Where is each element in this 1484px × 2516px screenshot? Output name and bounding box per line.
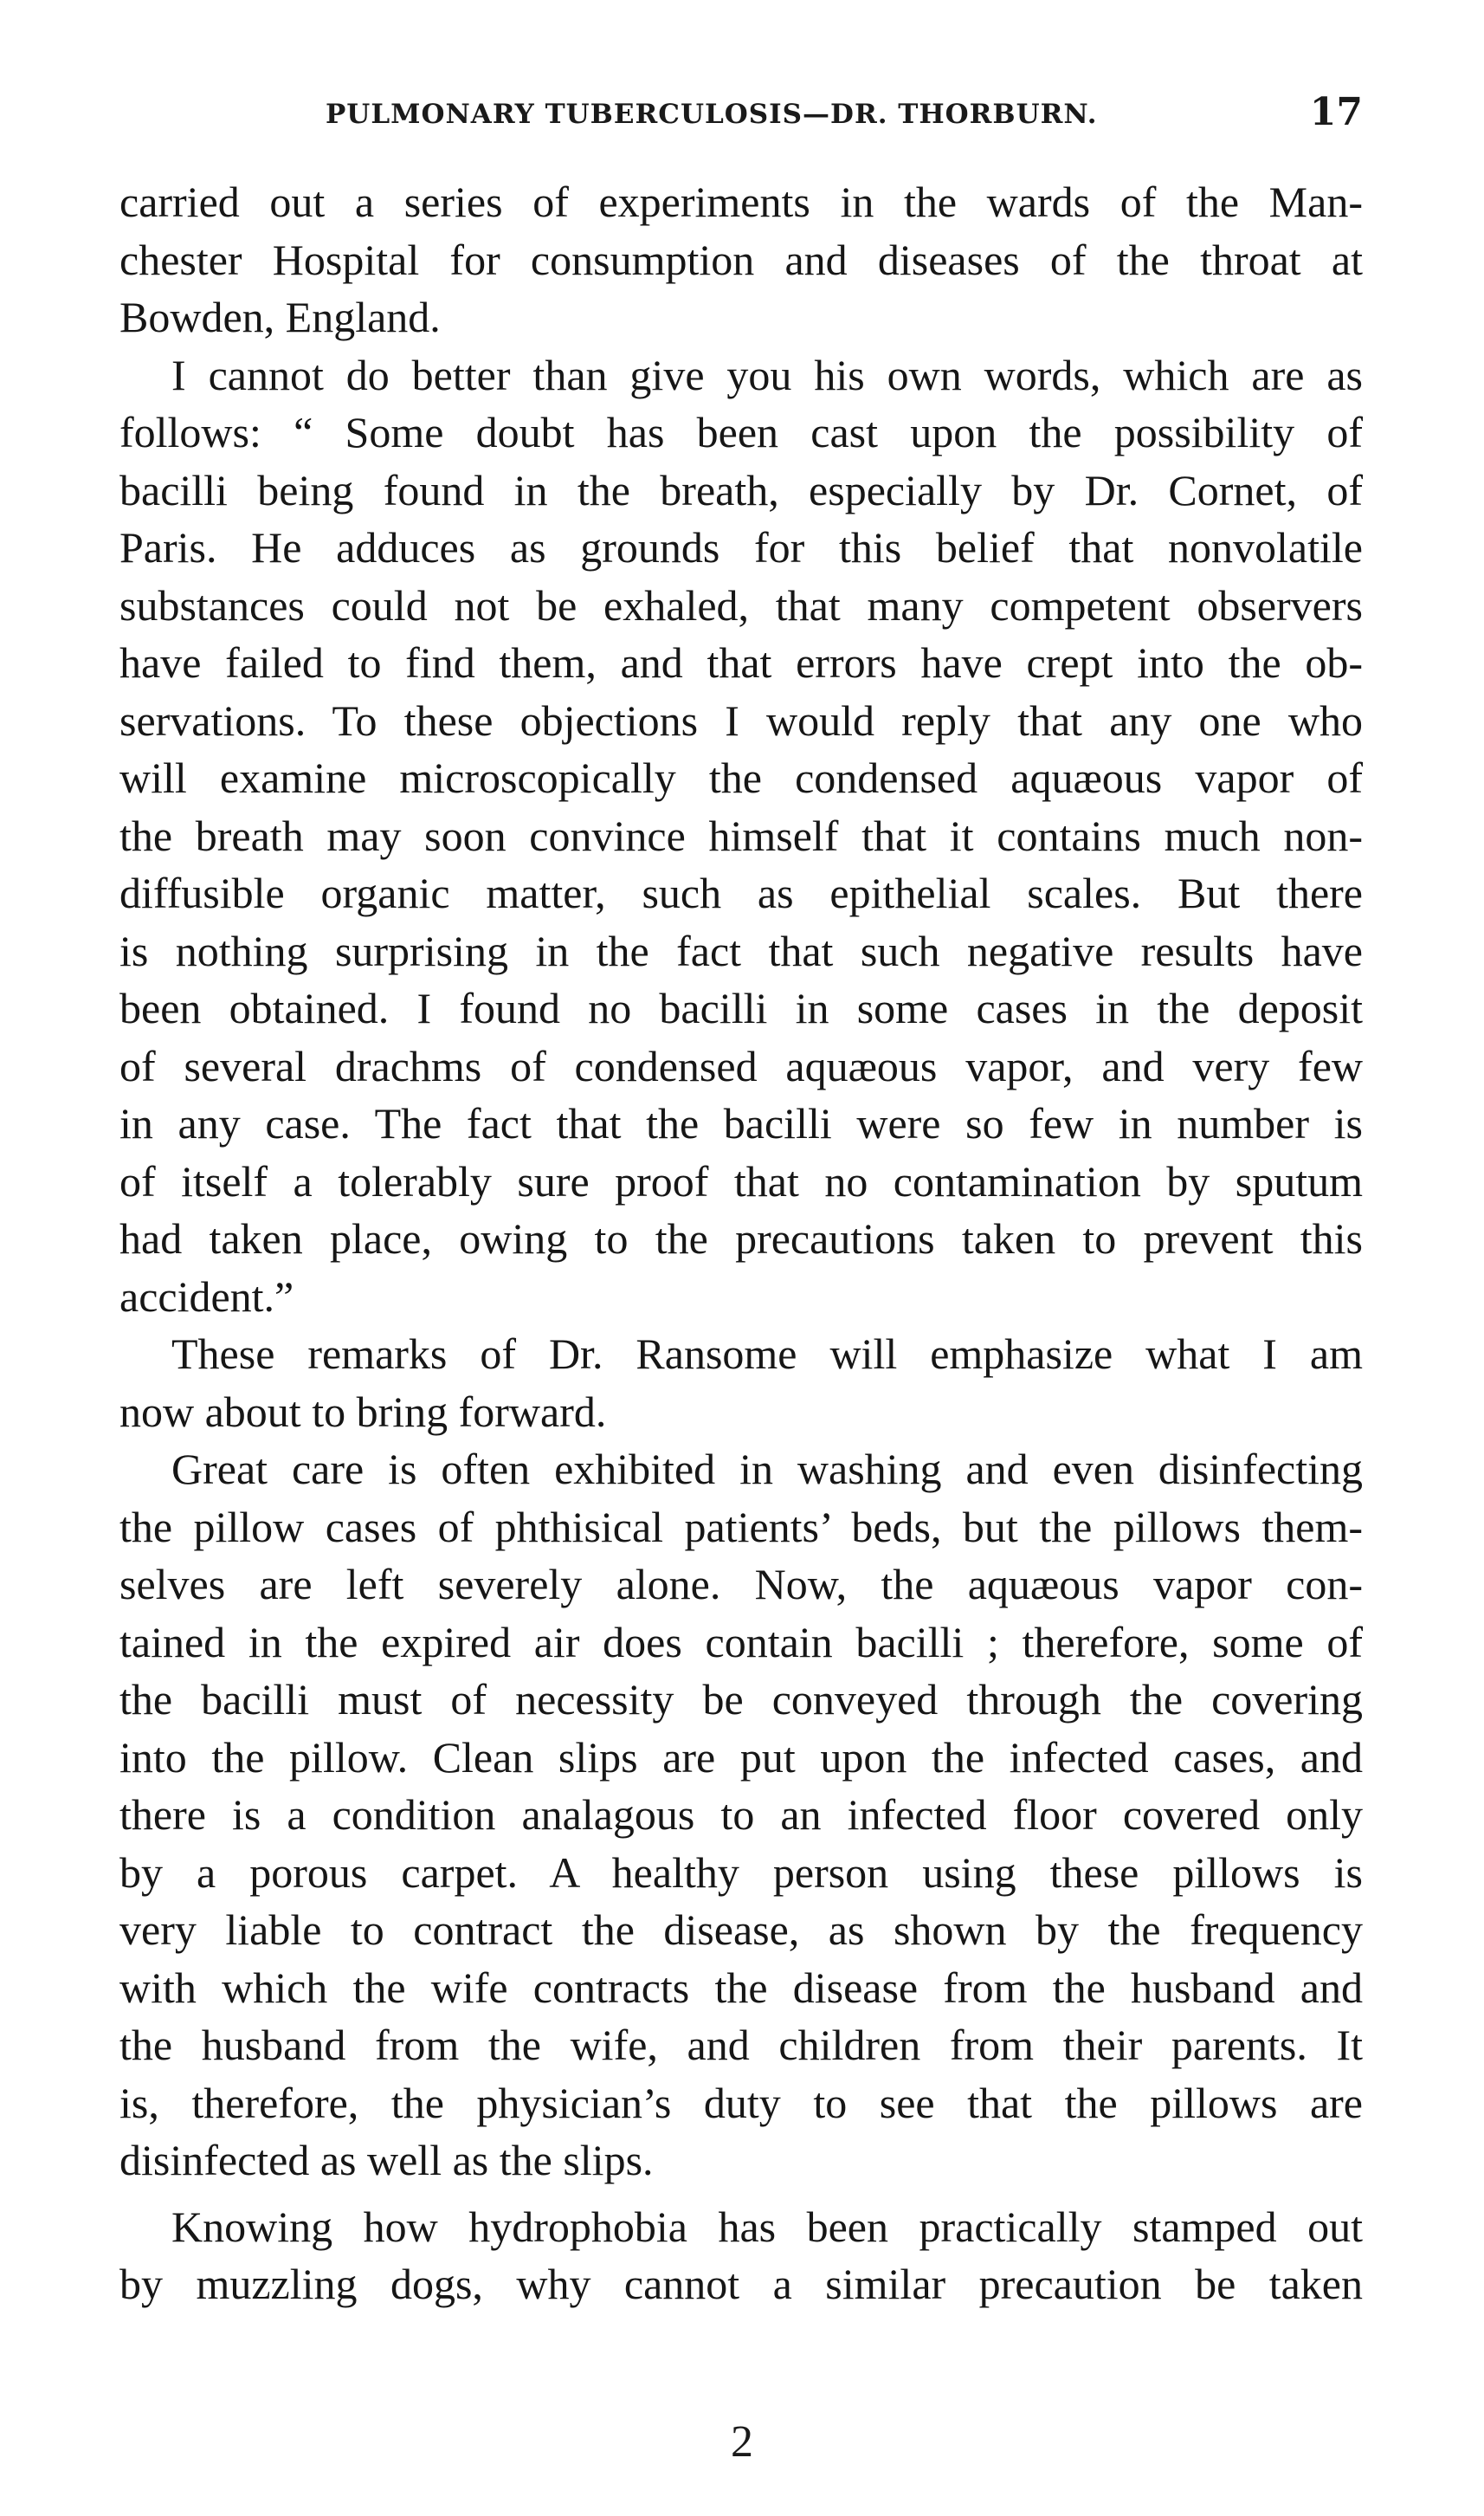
text-line: carried out a series of experiments in the wards of the Man- <box>119 178 1363 226</box>
text-line: the bacilli must of necessity be conveyed through the covering <box>119 1675 1363 1724</box>
text-line: follows: “ Some doubt has been cast upon the possibility of <box>119 408 1363 456</box>
page-number: 17 <box>1309 90 1363 134</box>
text-line: of itself a tolerably sure proof that no contamination by sputum <box>119 1156 1363 1206</box>
text-line: Bowden, England. <box>119 293 441 341</box>
text-line: accident.” <box>119 1271 294 1321</box>
text-line: Paris. He adduces as grounds for this belief that nonvolatile <box>119 523 1363 572</box>
text-line: servations. To these objections I would reply that any one who <box>119 695 1363 745</box>
text-line: very liable to contract the disease, as shown by the frequency <box>119 1905 1363 1954</box>
text-line: into the pillow. Clean slips are put upon the infected cases, and <box>119 1732 1363 1782</box>
text-line: by muzzling dogs, why cannot a similar precaution be taken <box>119 2260 1363 2308</box>
text-line: will examine microscopically the condensed aquæous vapor of <box>119 754 1363 802</box>
body-text <box>119 173 1363 2313</box>
text-line: tained in the expired air does contain bacilli ; therefore, some of <box>119 1617 1363 1666</box>
text-line: have failed to find them, and that errors have crept into the ob- <box>119 638 1363 687</box>
text-line: in any case. The fact that the bacilli were so few in number is <box>119 1099 1363 1148</box>
text-line: the husband from the wife, and children from their parents. It <box>119 2021 1363 2069</box>
text-line: of several drachms of condensed aquæous vapor, and very few <box>119 1041 1363 1090</box>
text-line: substances could not be exhaled, that many competent observers <box>119 580 1363 630</box>
paragraph-gap <box>119 2189 1363 2198</box>
text-line: now about to bring forward. <box>119 1387 607 1436</box>
signature-mark: 2 <box>731 2417 753 2467</box>
text-line: chester Hospital for consumption and diseases of the throat at <box>119 235 1363 284</box>
text-line: is nothing surprising in the fact that such negative results have <box>119 926 1363 975</box>
text-line: there is a condition analagous to an infected floor covered only <box>119 1790 1363 1839</box>
text-line: diffusible organic matter, such as epithelial scales. But there <box>119 869 1363 917</box>
running-title: PULMONARY TUBERCULOSIS—DR. THORBURN. <box>326 99 1098 130</box>
text-line: been obtained. I found no bacilli in some cases in the deposit <box>119 984 1363 1032</box>
text-line: by a porous carpet. A healthy person using these pillows is <box>119 1847 1363 1897</box>
text-line: with which the wife contracts the disease from the husband and <box>119 1963 1363 2012</box>
text-line: Knowing how hydrophobia has been practically stamped out <box>171 2202 1363 2251</box>
text-line: is, therefore, the physician’s duty to see that the pillows are <box>119 2078 1363 2127</box>
text-line: disinfected as well as the slips. <box>119 2136 654 2184</box>
text-line: bacilli being found in the breath, especially by Dr. Cornet, of <box>119 465 1363 514</box>
text-line: Great care is often exhibited in washing and even disinfecting <box>171 1445 1363 1493</box>
text-line: had taken place, owing to the precautions taken to prevent this <box>119 1214 1363 1263</box>
running-head <box>119 90 1363 142</box>
text-line: the breath may soon convince himself that it contains much non- <box>119 811 1363 860</box>
text-line: I cannot do better than give you his own words, which are as <box>171 350 1363 399</box>
text-line: selves are left severely alone. Now, the aquæous vapor con- <box>119 1560 1363 1608</box>
text-line: the pillow cases of phthisical patients’ beds, but the pillows them- <box>119 1502 1363 1551</box>
text-line: These remarks of Dr. Ransome will emphasize what I am <box>171 1329 1363 1378</box>
